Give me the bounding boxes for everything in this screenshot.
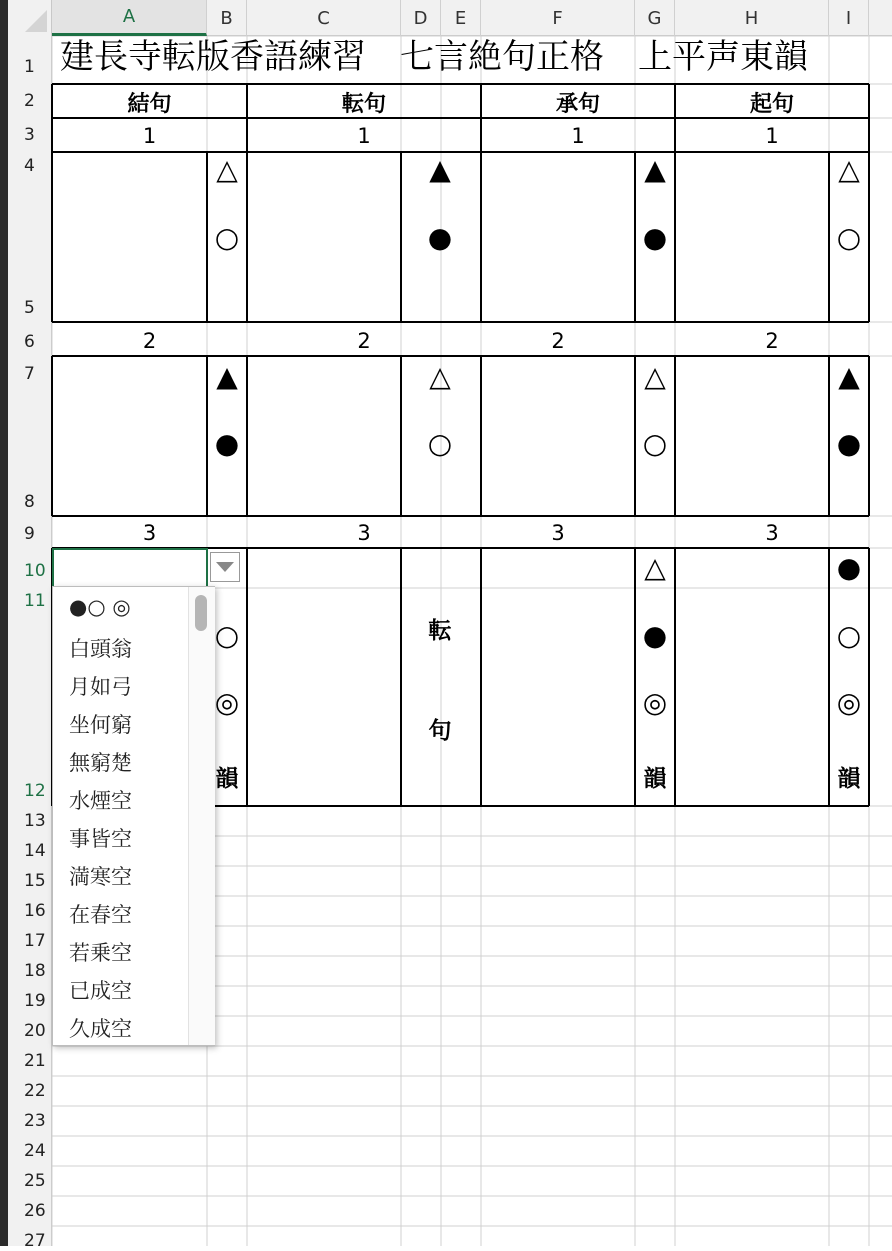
col-header-i[interactable]: I [829, 0, 869, 36]
row-header-17[interactable]: 17 [24, 931, 46, 951]
ten-label-top: 転 [428, 617, 452, 644]
open-circle-icon: ○ [214, 221, 240, 254]
row-header-19[interactable]: 19 [24, 991, 46, 1011]
section-number[interactable]: 3 [357, 521, 371, 545]
list-item[interactable]: 在春空 [69, 903, 132, 927]
open-circle-icon: ○ [836, 619, 862, 652]
row-header-2[interactable]: 2 [24, 91, 35, 111]
rhyme-label: 韻 [215, 765, 239, 792]
row-header-8[interactable]: 8 [24, 492, 35, 512]
header-shoku[interactable]: 承句 [555, 90, 600, 117]
rhyme-label: 韻 [643, 765, 667, 792]
col-header-e[interactable]: E [441, 0, 481, 36]
row-header-14[interactable]: 14 [24, 841, 46, 861]
row-header-18[interactable]: 18 [24, 961, 46, 981]
list-item[interactable]: ●○ ◎ [69, 595, 131, 619]
open-triangle-icon: △ [429, 360, 451, 393]
row-header-12[interactable]: 12 [24, 781, 46, 801]
col-header-c[interactable]: C [247, 0, 401, 36]
chevron-down-icon [216, 562, 234, 572]
section-number[interactable]: 1 [765, 124, 779, 148]
filled-triangle-icon: ▲ [429, 153, 451, 186]
list-item[interactable]: 事皆空 [69, 827, 132, 851]
col-header-g[interactable]: G [635, 0, 675, 36]
col-header-b[interactable]: B [207, 0, 247, 36]
dropdown-arrow-button[interactable] [210, 552, 240, 582]
row-header-11[interactable]: 11 [24, 591, 46, 611]
list-item[interactable]: 已成空 [69, 979, 132, 1003]
filled-circle-icon: ● [836, 551, 862, 584]
double-circle-icon: ◎ [836, 686, 862, 719]
section-number[interactable]: 1 [142, 124, 157, 148]
row-header-27[interactable]: 27 [24, 1231, 46, 1251]
list-item[interactable]: 坐何窮 [69, 713, 132, 737]
row-header-24[interactable]: 24 [24, 1141, 46, 1161]
row-header-5[interactable]: 5 [24, 298, 35, 318]
filled-triangle-icon: ▲ [644, 153, 666, 186]
row-header-13[interactable]: 13 [24, 811, 46, 831]
section-number[interactable]: 3 [765, 521, 779, 545]
row-header-6[interactable]: 6 [24, 332, 35, 352]
list-item[interactable]: 水煙空 [69, 789, 132, 813]
col-header-a[interactable]: A [52, 0, 207, 36]
col-header-h[interactable]: H [675, 0, 829, 36]
header-tenku[interactable]: 転句 [341, 90, 386, 117]
row-header-3[interactable]: 3 [24, 125, 35, 145]
row-header-1[interactable]: 1 [24, 57, 35, 77]
filled-circle-icon: ● [427, 221, 453, 254]
section-number[interactable]: 3 [142, 521, 157, 545]
open-circle-icon: ○ [214, 619, 240, 652]
section-number[interactable]: 2 [765, 329, 779, 353]
section-number[interactable]: 2 [357, 329, 371, 353]
section-number[interactable]: 1 [357, 124, 371, 148]
header-kekku[interactable]: 結句 [127, 90, 172, 117]
list-item[interactable]: 白頭翁 [69, 637, 132, 661]
row-header-15[interactable]: 15 [24, 871, 46, 891]
open-triangle-icon: △ [838, 153, 860, 186]
row-header-25[interactable]: 25 [24, 1171, 46, 1191]
list-item[interactable]: 若乗空 [69, 941, 132, 965]
filled-circle-icon: ● [214, 427, 240, 460]
section-number[interactable]: 2 [551, 329, 565, 353]
header-kiku[interactable]: 起句 [749, 90, 794, 117]
double-circle-icon: ◎ [642, 686, 668, 719]
row-header-20[interactable]: 20 [24, 1021, 46, 1041]
row-header-7[interactable]: 7 [24, 364, 35, 384]
ten-label-bottom: 句 [428, 717, 452, 744]
list-item[interactable]: 無窮楚 [69, 751, 132, 775]
validation-dropdown-list[interactable] [52, 586, 215, 1046]
double-circle-icon: ◎ [214, 686, 240, 719]
open-circle-icon: ○ [836, 221, 862, 254]
list-item[interactable]: 満寒空 [69, 865, 132, 889]
row-header-21[interactable]: 21 [24, 1051, 46, 1071]
row-header-10[interactable]: 10 [24, 561, 46, 581]
row-header-4[interactable]: 4 [24, 156, 35, 176]
open-triangle-icon: △ [644, 360, 666, 393]
rhyme-label: 韻 [837, 765, 861, 792]
row-header-22[interactable]: 22 [24, 1081, 46, 1101]
row-header-16[interactable]: 16 [24, 901, 46, 921]
filled-circle-icon: ● [642, 221, 668, 254]
filled-circle-icon: ● [836, 427, 862, 460]
sheet-title[interactable]: 建長寺転版香語練習 七言絶句正格 上平声東韻 [60, 37, 808, 77]
filled-triangle-icon: ▲ [838, 360, 860, 393]
list-item[interactable]: 久成空 [69, 1017, 132, 1041]
open-circle-icon: ○ [427, 427, 453, 460]
list-item[interactable]: 月如弓 [69, 675, 132, 699]
col-header-f[interactable]: F [481, 0, 635, 36]
section-number[interactable]: 3 [551, 521, 565, 545]
col-header-d[interactable]: D [401, 0, 441, 36]
row-header-23[interactable]: 23 [24, 1111, 46, 1131]
dropdown-scrollbar[interactable] [188, 587, 215, 1045]
row-header-26[interactable]: 26 [24, 1201, 46, 1221]
section-number[interactable]: 1 [571, 124, 585, 148]
section-number[interactable]: 2 [142, 329, 157, 353]
filled-circle-icon: ● [642, 619, 668, 652]
filled-triangle-icon: ▲ [216, 360, 238, 393]
open-circle-icon: ○ [642, 427, 668, 460]
dropdown-scroll-thumb[interactable] [195, 595, 207, 631]
open-triangle-icon: △ [644, 551, 666, 584]
row-header-9[interactable]: 9 [24, 524, 35, 544]
open-triangle-icon: △ [216, 153, 238, 186]
